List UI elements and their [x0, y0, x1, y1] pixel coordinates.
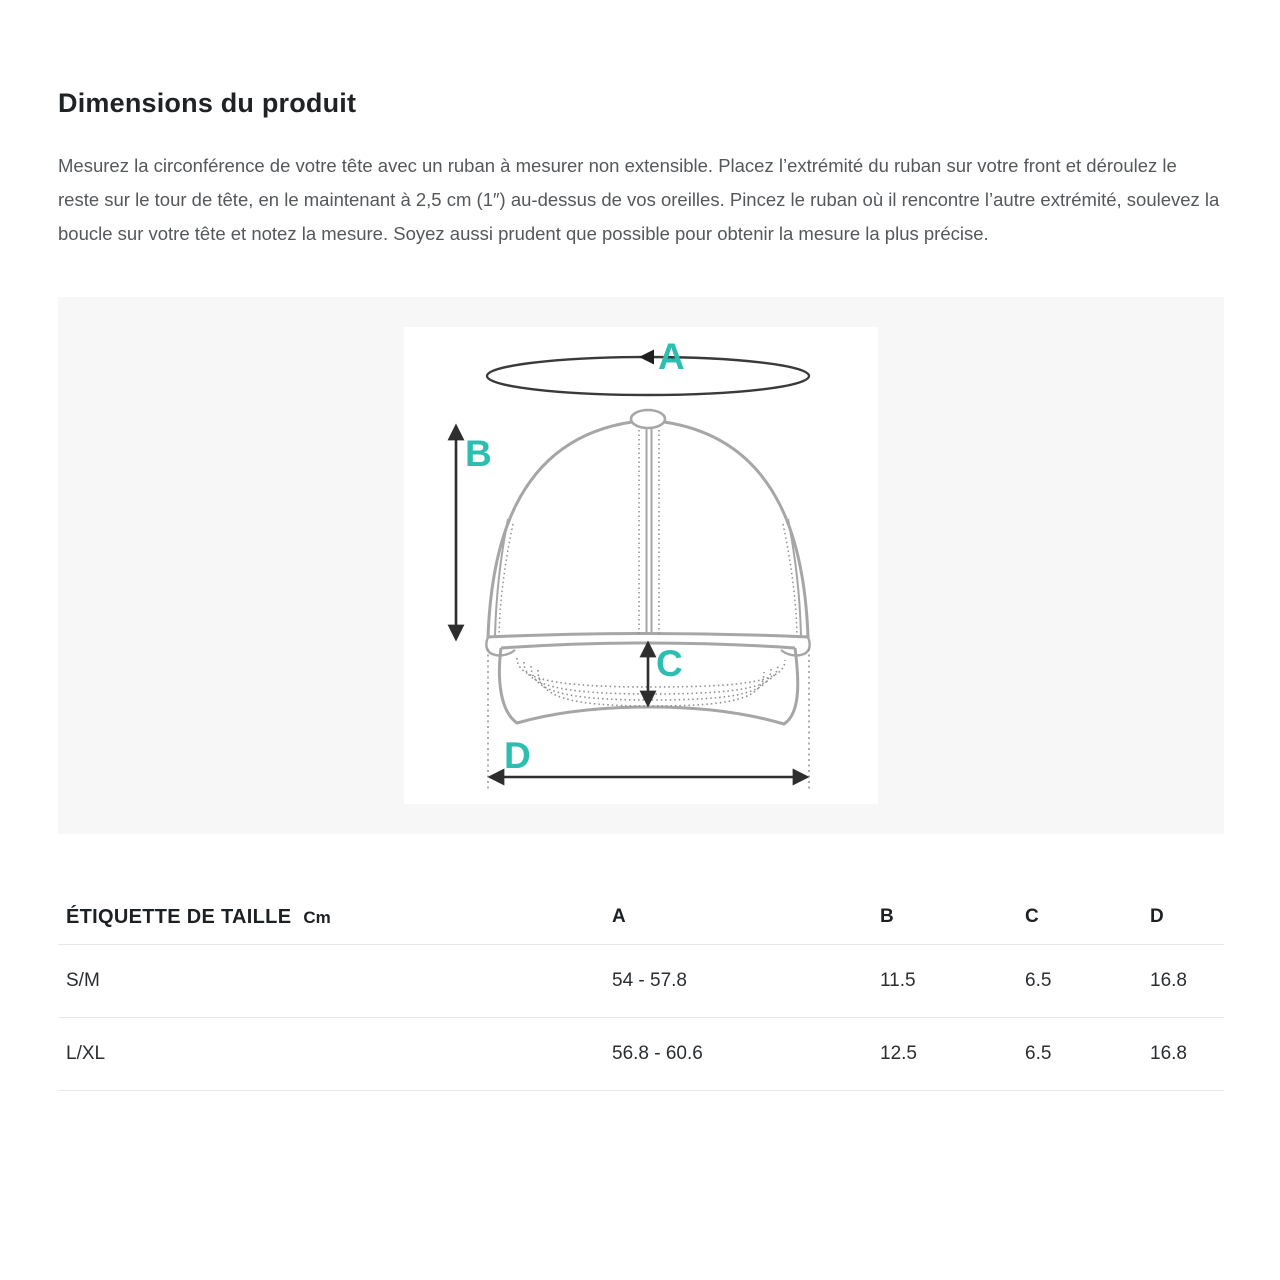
column-header-d: D	[1150, 906, 1164, 927]
measuring-instructions: Mesurez la circonférence de votre tête avec un ruban à mesurer non extensible. Placez l’extrémité du ruban sur votre front et déroulez le reste sur le tour de tête, en le maintenant à 2,5 cm (1″) au-dessus de vos oreilles. Pincez le ruban où il rencontre l’autre extrémité, soulevez la boucle sur votre tête et notez la mesure. Soyez aussi prudent que possible pour obtenir la mesure la plus précise.	[58, 155, 1220, 244]
label-a: A	[658, 336, 685, 377]
diagram-panel	[58, 297, 1224, 834]
value-d: 16.8	[1150, 1043, 1187, 1064]
size-table-header	[58, 890, 1224, 944]
column-header-c: C	[1025, 906, 1039, 927]
value-a: 56.8 - 60.6	[612, 1043, 703, 1064]
table-row	[58, 1017, 1224, 1090]
cap-diagram-card	[404, 327, 878, 804]
table-bottom-divider	[58, 1090, 1224, 1091]
size-label-header: ÉTIQUETTE DE TAILLE	[66, 905, 292, 928]
column-header-b: B	[880, 906, 894, 927]
cap-crown	[486, 410, 809, 655]
size-cell: L/XL	[66, 1043, 106, 1064]
crown-stitching	[499, 430, 797, 635]
label-b: B	[465, 433, 492, 474]
size-cell: S/M	[66, 970, 100, 991]
size-table	[58, 890, 1224, 1091]
value-c: 6.5	[1025, 1043, 1052, 1064]
visor-stitching	[517, 658, 785, 706]
unit-label: Cm	[303, 907, 331, 927]
value-a: 54 - 57.8	[612, 970, 687, 991]
label-d: D	[504, 735, 531, 776]
value-d: 16.8	[1150, 970, 1187, 991]
circumference-arrowhead-icon	[639, 350, 654, 365]
table-row	[58, 944, 1224, 1017]
label-c: C	[656, 643, 683, 684]
circumference-ellipse	[487, 350, 809, 396]
value-c: 6.5	[1025, 970, 1052, 991]
value-b: 12.5	[880, 1043, 917, 1064]
column-header-a: A	[612, 906, 626, 927]
page-title: Dimensions du produit	[58, 88, 357, 118]
cap-measurement-diagram	[404, 327, 878, 804]
value-b: 11.5	[880, 970, 916, 991]
